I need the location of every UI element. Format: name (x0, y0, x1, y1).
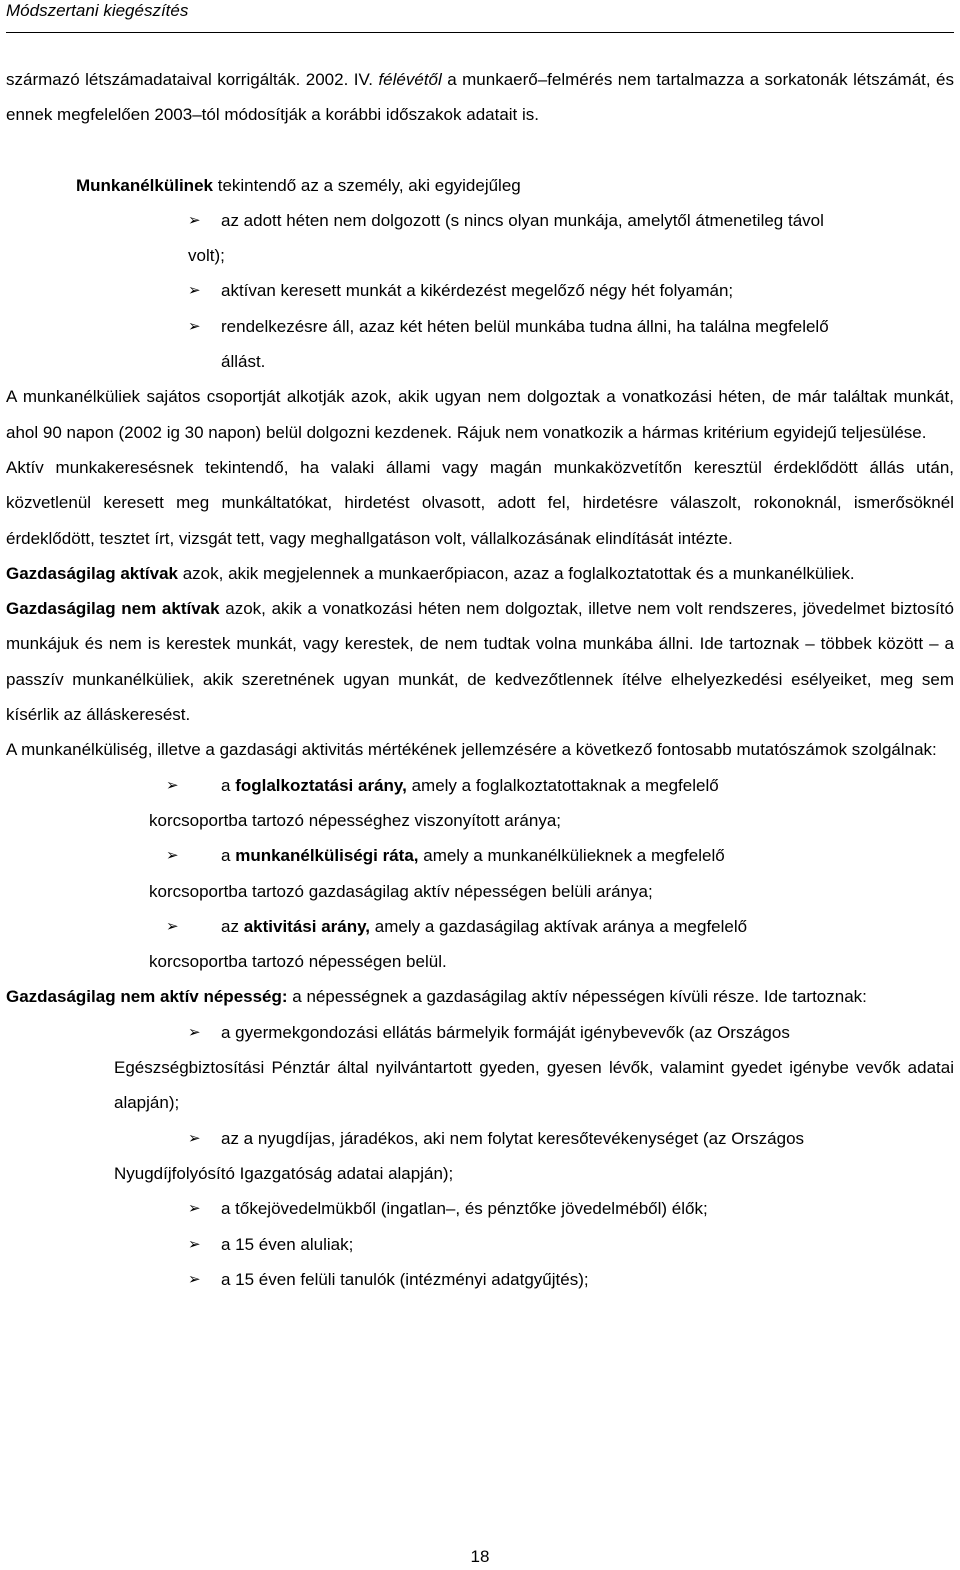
intro-paragraph (6, 62, 954, 133)
inactive-term: Gazdaságilag nem aktívak (6, 599, 220, 619)
bullet-arrow-icon: ➢ (166, 776, 179, 794)
indicator-2-continuation: korcsoportba tartozó gazdaságilag aktív népességen belüli aránya; (149, 881, 653, 901)
indicator-3-continuation: korcsoportba tartozó népességen belül. (149, 952, 447, 972)
inactive-item-1-text: a gyermekgondozási ellátás bármelyik formáját igénybevevők (az Országos (221, 1022, 790, 1042)
indicator-1-continuation: korcsoportba tartozó népességhez viszonyított aránya; (149, 810, 562, 830)
criterion-2-text: aktívan keresett munkát a kikérdezést megelőző négy hét folyamán; (221, 281, 734, 301)
intro-text-a: származó létszámadataival korrigálták. 2002. IV. (6, 70, 373, 89)
bullet-arrow-icon: ➢ (166, 847, 179, 865)
active-text: azok, akik megjelennek a munkaerőpiacon, azaz a foglalkoztatottak és a munkanélküliek. (182, 563, 855, 583)
bullet-arrow-icon: ➢ (188, 1235, 201, 1253)
indicator-2-text: amely a munkanélkülieknek a megfelelő (423, 846, 725, 866)
inactive-item-5-text: a 15 éven felüli tanulók (intézményi adatgyűjtés); (221, 1269, 589, 1289)
inactive-item-capital-income (6, 1191, 954, 1226)
indicator-1-term: foglalkoztatási arány, (235, 775, 407, 795)
bullet-arrow-icon: ➢ (188, 211, 201, 229)
bullet-arrow-icon: ➢ (188, 1200, 201, 1218)
document-body (6, 62, 954, 1297)
indicator-3-pre: az (221, 916, 239, 936)
bullet-arrow-icon: ➢ (188, 282, 201, 300)
inactive-item-students (6, 1262, 954, 1297)
unemployed-criterion-3 (6, 309, 954, 380)
inactive-item-under-15 (6, 1227, 954, 1262)
indicator-1-pre: a (221, 775, 231, 795)
unemployed-definition (6, 168, 954, 203)
bullet-arrow-icon: ➢ (166, 917, 179, 935)
inactive-item-2-text: az a nyugdíjas, járadékos, aki nem folytat keresőtevékenységet (az Országos (221, 1128, 805, 1148)
inactive-text: azok, akik a vonatkozási héten nem dolgoztak, illetve nem volt rendszeres, jövedelmet biztosító munkájuk és nem is kerestek munkát, vagy kerestek, de nem tudtak volna munkába állni. Ide tartoznak – többek között – a passzív munkanélküliek, akik szeretnének ugyan munkát, de kedvezőtlennek ítélve elhelyezkedési esélyeiket, meg sem kísérlik az álláskeresést. (6, 599, 954, 725)
indicator-unemployment-rate (6, 838, 954, 873)
header-rule (6, 32, 954, 33)
criterion-1-text: az adott héten nem dolgozott (s nincs olyan munkája, amelytől átmenetileg távol (221, 210, 824, 230)
active-paragraph (6, 556, 954, 591)
intro-text-c: a munkaerő–felmérés nem tartalmazza a sorkatonák létszámát, és ennek megfelelően 2003–tól módosítják a korábbi időszakok adatait is. (6, 70, 954, 125)
unemployed-term: Munkanélkülinek (76, 175, 213, 195)
inactive-item-childcare (6, 1015, 954, 1050)
indicator-2-pre: a (221, 846, 231, 866)
criterion-1-continuation: volt); (188, 246, 225, 266)
indicator-employment-rate (6, 768, 954, 803)
page-number: 18 (470, 1547, 490, 1566)
unemployed-def: tekintendő az a személy, aki egyidejűleg (217, 175, 521, 195)
header-title: Módszertani kiegészítés (6, 1, 189, 20)
inactive-item-4-text: a 15 éven aluliak; (221, 1234, 354, 1254)
intro-text-italic: félévétől (378, 70, 442, 89)
inactive-population-paragraph (6, 979, 954, 1014)
unemployed-criterion-2 (6, 273, 954, 308)
inactive-population-text: a népességnek a gazdaságilag aktív népességen kívüli része. Ide tartoznak: (292, 987, 867, 1007)
indicators-paragraph: A munkanélküliség, illetve a gazdasági aktivitás mértékének jellemzésére a következő fontosabb mutatószámok szolgálnak: (6, 740, 937, 760)
inactive-item-3-text: a tőkejövedelmükből (ingatlan–, és pénztőke jövedelméből) élők; (221, 1199, 708, 1219)
bullet-arrow-icon: ➢ (188, 1023, 201, 1041)
bullet-arrow-icon: ➢ (188, 1270, 201, 1288)
job-search-paragraph: Aktív munkakeresésnek tekintendő, ha valaki állami vagy magán munkaközvetítőn keresztül érdeklődött állás után, közvetlenül keresett meg munkáltatókat, hirdetést olvasott, adott fel, hirdetésre válaszolt, rokonoknál, ismerősöknél érdeklődött, tesztet írt, vizsgát tett, vagy meghallgatáson volt, vállalkozásának elindítását intézte. (6, 457, 954, 548)
inactive-population-term: Gazdaságilag nem aktív népesség: (6, 987, 288, 1007)
indicator-activity-rate (6, 909, 954, 944)
criterion-3-text: rendelkezésre áll, azaz két héten belül munkába tudna állni, ha találna megfelelő állást. (221, 316, 829, 372)
special-group-paragraph: A munkanélküliek sajátos csoportját alkotják azok, akik ugyan nem dolgoztak a vonatkozási héten, de már találtak munkát, ahol 90 napon (2002 ig 30 napon) belül dolgozni kezdenek. Rájuk nem vonatkozik a hármas kritérium egyidejű teljesülése. (6, 387, 954, 442)
inactive-item-2-continuation: Nyugdíjfolyósító Igazgatóság adatai alapján); (114, 1163, 454, 1183)
page-header (6, 0, 954, 34)
bullet-arrow-icon: ➢ (188, 317, 201, 335)
indicator-2-term: munkanélküliségi ráta, (235, 846, 419, 866)
active-term: Gazdaságilag aktívak (6, 563, 178, 583)
inactive-item-pensioners (6, 1121, 954, 1156)
indicator-3-text: amely a gazdaságilag aktívak aránya a megfelelő (374, 916, 748, 936)
indicator-1-text: amely a foglalkoztatottaknak a megfelelő (411, 775, 719, 795)
unemployed-criterion-1 (6, 203, 954, 238)
inactive-paragraph (6, 591, 954, 732)
inactive-item-1-continuation: Egészségbiztosítási Pénztár által nyilvántartott gyeden, gyesen lévők, valamint gyedet igénybe vevők adatai alapján); (114, 1058, 954, 1113)
bullet-arrow-icon: ➢ (188, 1129, 201, 1147)
indicator-3-term: aktivitási arány, (243, 916, 371, 936)
